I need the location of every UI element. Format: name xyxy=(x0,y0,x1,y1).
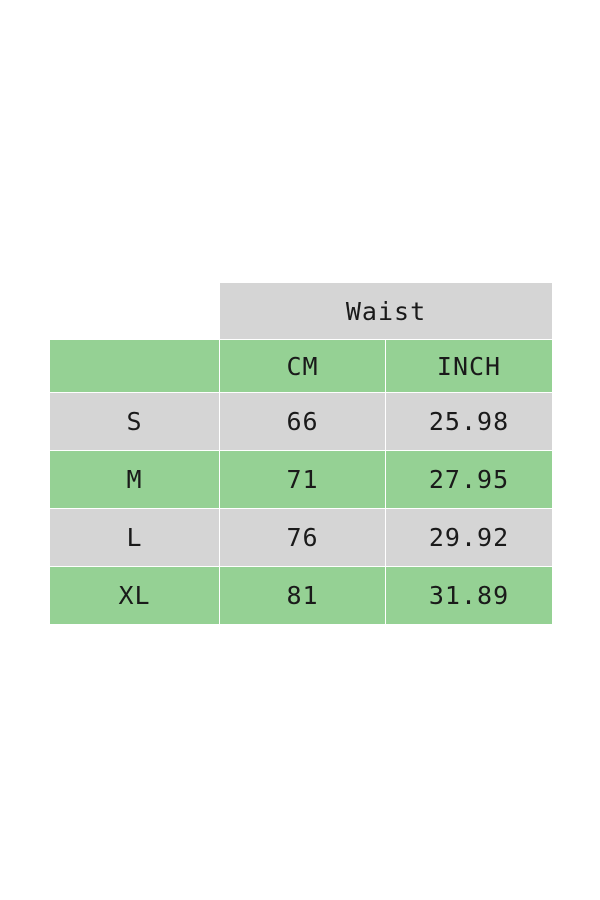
row-size-cell: M xyxy=(50,451,220,509)
row-cm-cell: 66 xyxy=(220,393,386,451)
row-inch-cell: 29.92 xyxy=(386,509,553,567)
row-inch-cell: 31.89 xyxy=(386,567,553,625)
table-row xyxy=(50,509,553,567)
size-chart-table xyxy=(49,282,553,625)
units-inch-cell: INCH xyxy=(386,340,553,393)
row-size-cell: XL xyxy=(50,567,220,625)
row-inch-cell: 25.98 xyxy=(386,393,553,451)
row-cm-cell: 76 xyxy=(220,509,386,567)
row-inch-cell: 27.95 xyxy=(386,451,553,509)
units-size-cell xyxy=(50,340,220,393)
table-row xyxy=(50,393,553,451)
row-size-cell: S xyxy=(50,393,220,451)
row-cm-cell: 71 xyxy=(220,451,386,509)
row-size-cell: L xyxy=(50,509,220,567)
row-cm-cell: 81 xyxy=(220,567,386,625)
size-chart-container xyxy=(49,282,552,625)
table-units-row xyxy=(50,340,553,393)
units-cm-cell: CM xyxy=(220,340,386,393)
header-measure-cell: Waist xyxy=(220,283,553,340)
header-corner-cell xyxy=(50,283,220,340)
table-row xyxy=(50,451,553,509)
table-header-row xyxy=(50,283,553,340)
table-row xyxy=(50,567,553,625)
